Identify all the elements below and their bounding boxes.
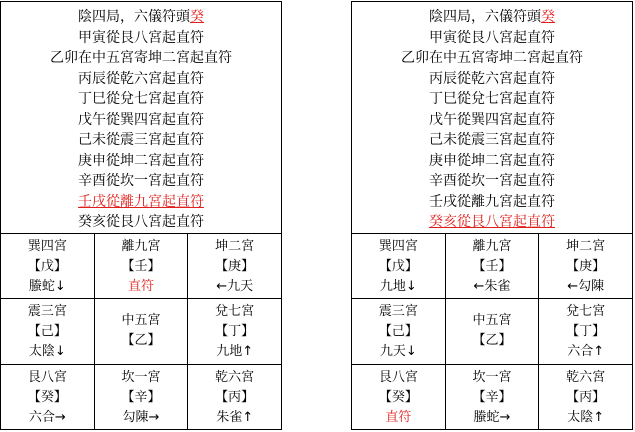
palace-cell xyxy=(539,364,633,429)
palace-row xyxy=(1,364,282,429)
right-panel xyxy=(351,1,633,430)
palace-cell xyxy=(1,299,95,364)
formula-box xyxy=(351,1,633,234)
formula-line xyxy=(352,89,632,110)
formula-line xyxy=(1,28,281,49)
formula-line-text: 己未從震三宮起直符 xyxy=(78,132,204,148)
palace-stem: 【乙】 xyxy=(472,333,512,349)
spirit-name: 九地 xyxy=(379,279,406,294)
palace-cell xyxy=(445,234,539,299)
formula-line-text: 癸亥從艮八宮起直符 xyxy=(429,214,555,230)
palace-cell xyxy=(352,234,446,299)
palace-name: 坤二宮 xyxy=(566,239,606,254)
palace-name: 兌七宮 xyxy=(215,304,255,320)
palace-spirit xyxy=(188,342,281,362)
formula-line xyxy=(352,171,632,192)
formula-line-text: 辛酉從坎一宮起直符 xyxy=(78,173,204,189)
spirit-name: 太陰 xyxy=(567,409,594,425)
palace-stem: 【辛】 xyxy=(121,389,161,405)
formula-line xyxy=(1,192,281,213)
palace-spirit xyxy=(188,408,281,428)
formula-line-text: 辛酉從坎一宮起直符 xyxy=(429,173,555,189)
direction-arrow-icon: ← xyxy=(473,279,485,294)
formula-line xyxy=(1,89,281,110)
formula-line xyxy=(352,151,632,172)
direction-arrow-icon: ↑ xyxy=(242,344,254,360)
palace-name: 震三宮 xyxy=(27,304,67,320)
palace-name: 震三宮 xyxy=(378,304,418,320)
palace-stem: 【己】 xyxy=(378,324,418,340)
formula-line-text: 甲寅從艮八宮起直符 xyxy=(429,29,555,46)
spirit-name: 六合 xyxy=(567,344,594,360)
palace-spirit xyxy=(95,277,188,297)
palace-spirit xyxy=(1,408,94,428)
palace-cell xyxy=(539,234,633,299)
palace-name: 中五宮 xyxy=(121,313,161,329)
palace-stem: 【己】 xyxy=(27,324,67,340)
direction-arrow-icon: ↑ xyxy=(593,409,605,425)
palace-name: 乾六宮 xyxy=(215,369,255,385)
palace-row xyxy=(352,364,633,429)
palace-row xyxy=(352,234,633,299)
palace-spirit xyxy=(1,277,94,297)
palace-cell xyxy=(94,364,188,429)
formula-line-text: 丙辰從乾六宮起直符 xyxy=(429,70,555,87)
spirit-name: 朱雀 xyxy=(216,409,243,425)
formula-line xyxy=(352,110,632,131)
palace-spirit xyxy=(352,342,445,362)
palace-name: 巽四宮 xyxy=(27,239,67,254)
formula-line xyxy=(352,28,632,49)
formula-line-text: 庚申從坤二宮起直符 xyxy=(78,152,204,169)
palace-spirit xyxy=(188,277,281,297)
spirit-name: 六合 xyxy=(28,409,55,425)
spirit-name: 螣蛇 xyxy=(473,409,500,425)
palace-spirit xyxy=(539,408,632,428)
spirit-name: 直符 xyxy=(385,409,412,425)
formula-line xyxy=(1,48,281,69)
palace-name: 坎一宮 xyxy=(472,369,512,385)
palace-name: 巽四宮 xyxy=(378,239,418,254)
direction-arrow-icon: ← xyxy=(216,279,228,294)
palace-name: 離九宮 xyxy=(121,239,161,254)
spirit-name: 朱雀 xyxy=(484,279,511,294)
spirit-name: 勾陳 xyxy=(122,409,149,425)
palace-stem: 【癸】 xyxy=(27,389,67,405)
formula-line xyxy=(1,151,281,172)
palace-cell xyxy=(445,364,539,429)
palace-cell xyxy=(539,299,633,364)
palace-name: 兌七宮 xyxy=(566,304,606,320)
direction-arrow-icon: → xyxy=(148,409,160,425)
formula-line-text: 丙辰從乾六宮起直符 xyxy=(78,70,204,87)
title-text: 陰四局，六儀符頭 xyxy=(78,9,190,25)
spirit-name: 勾陳 xyxy=(578,279,605,294)
spirit-name: 九地 xyxy=(216,344,243,360)
formula-line-text: 丁巳從兌七宮起直符 xyxy=(429,91,555,107)
palace-row xyxy=(352,299,633,364)
title-line xyxy=(352,7,632,28)
palace-spirit xyxy=(95,408,188,428)
spirit-name: 螣蛇 xyxy=(28,279,55,294)
formula-line-text: 乙卯在中五宮寄坤二宮起直符 xyxy=(401,50,583,66)
formula-line-text: 甲寅從艮八宮起直符 xyxy=(78,29,204,46)
formula-line xyxy=(1,130,281,151)
formula-line xyxy=(352,130,632,151)
palace-stem: 【丙】 xyxy=(215,389,255,405)
palace-spirit xyxy=(1,342,94,362)
title-highlight: 癸 xyxy=(190,9,204,25)
palace-spirit xyxy=(352,277,445,297)
palace-name: 中五宮 xyxy=(472,313,512,329)
spirit-name: 九天 xyxy=(379,344,406,360)
palace-spirit xyxy=(539,277,632,297)
palace-cell xyxy=(188,234,282,299)
palace-stem: 【庚】 xyxy=(566,259,606,274)
direction-arrow-icon: ↓ xyxy=(405,279,417,294)
palace-spirit xyxy=(539,342,632,362)
palace-grid xyxy=(351,233,633,430)
palace-name: 坎一宮 xyxy=(121,369,161,385)
palace-stem: 【戊】 xyxy=(27,259,67,274)
palace-stem: 【癸】 xyxy=(378,389,418,405)
palace-cell xyxy=(1,234,95,299)
palace-stem: 【丁】 xyxy=(566,324,606,340)
palace-stem: 【丁】 xyxy=(215,324,255,340)
palace-stem: 【乙】 xyxy=(121,333,161,349)
formula-line-text: 壬戌從離九宮起直符 xyxy=(78,193,204,210)
direction-arrow-icon: → xyxy=(54,409,66,425)
formula-line-text: 戊午從巽四宮起直符 xyxy=(78,111,204,128)
palace-name: 離九宮 xyxy=(472,239,512,254)
palace-cell xyxy=(445,299,539,364)
direction-arrow-icon: ↓ xyxy=(54,344,66,360)
palace-cell xyxy=(352,299,446,364)
palace-stem: 【丙】 xyxy=(566,389,606,405)
palace-cell xyxy=(94,299,188,364)
title-line xyxy=(1,7,281,28)
palace-spirit xyxy=(352,408,445,428)
formula-box xyxy=(0,1,282,234)
direction-arrow-icon: → xyxy=(499,409,511,425)
palace-stem: 【辛】 xyxy=(472,389,512,405)
palace-cell xyxy=(188,299,282,364)
palace-stem: 【壬】 xyxy=(121,259,161,274)
direction-arrow-icon: ↓ xyxy=(405,344,417,360)
formula-line-text: 癸亥從艮八宮起直符 xyxy=(78,214,204,230)
palace-stem: 【壬】 xyxy=(472,259,512,274)
palace-cell xyxy=(352,364,446,429)
formula-line xyxy=(1,69,281,90)
direction-arrow-icon: ↓ xyxy=(54,279,66,294)
formula-line-text: 壬戌從離九宮起直符 xyxy=(429,193,555,210)
palace-name: 乾六宮 xyxy=(566,369,606,385)
direction-arrow-icon: ↑ xyxy=(242,409,254,425)
left-panel xyxy=(0,1,282,430)
formula-lines xyxy=(1,7,281,233)
palace-stem: 【庚】 xyxy=(215,259,255,274)
palace-name: 艮八宮 xyxy=(378,369,418,385)
formula-line xyxy=(352,69,632,90)
direction-arrow-icon: ← xyxy=(567,279,579,294)
palace-grid xyxy=(0,233,282,430)
formula-line-text: 乙卯在中五宮寄坤二宮起直符 xyxy=(50,50,232,66)
formula-line xyxy=(1,212,281,233)
palace-row xyxy=(1,234,282,299)
formula-line-text: 戊午從巽四宮起直符 xyxy=(429,111,555,128)
palace-stem: 【戊】 xyxy=(378,259,418,274)
palace-name: 坤二宮 xyxy=(215,239,255,254)
formula-line-text: 庚申從坤二宮起直符 xyxy=(429,152,555,169)
title-highlight: 癸 xyxy=(541,9,555,25)
palace-row xyxy=(1,299,282,364)
spirit-name: 九天 xyxy=(227,279,254,294)
palace-spirit xyxy=(446,408,539,428)
formula-line-text: 己未從震三宮起直符 xyxy=(429,132,555,148)
palace-spirit xyxy=(446,277,539,297)
direction-arrow-icon: ↑ xyxy=(593,344,605,360)
formula-line xyxy=(352,192,632,213)
palace-cell xyxy=(94,234,188,299)
formula-line xyxy=(1,171,281,192)
spirit-name: 太陰 xyxy=(28,344,55,360)
palace-cell xyxy=(1,364,95,429)
palace-cell xyxy=(188,364,282,429)
spirit-name: 直符 xyxy=(127,279,154,294)
formula-lines xyxy=(352,7,632,233)
title-text: 陰四局，六儀符頭 xyxy=(429,9,541,25)
formula-line-text: 丁巳從兌七宮起直符 xyxy=(78,91,204,107)
formula-line xyxy=(1,110,281,131)
formula-line xyxy=(352,48,632,69)
formula-line xyxy=(352,212,632,233)
palace-name: 艮八宮 xyxy=(27,369,67,385)
